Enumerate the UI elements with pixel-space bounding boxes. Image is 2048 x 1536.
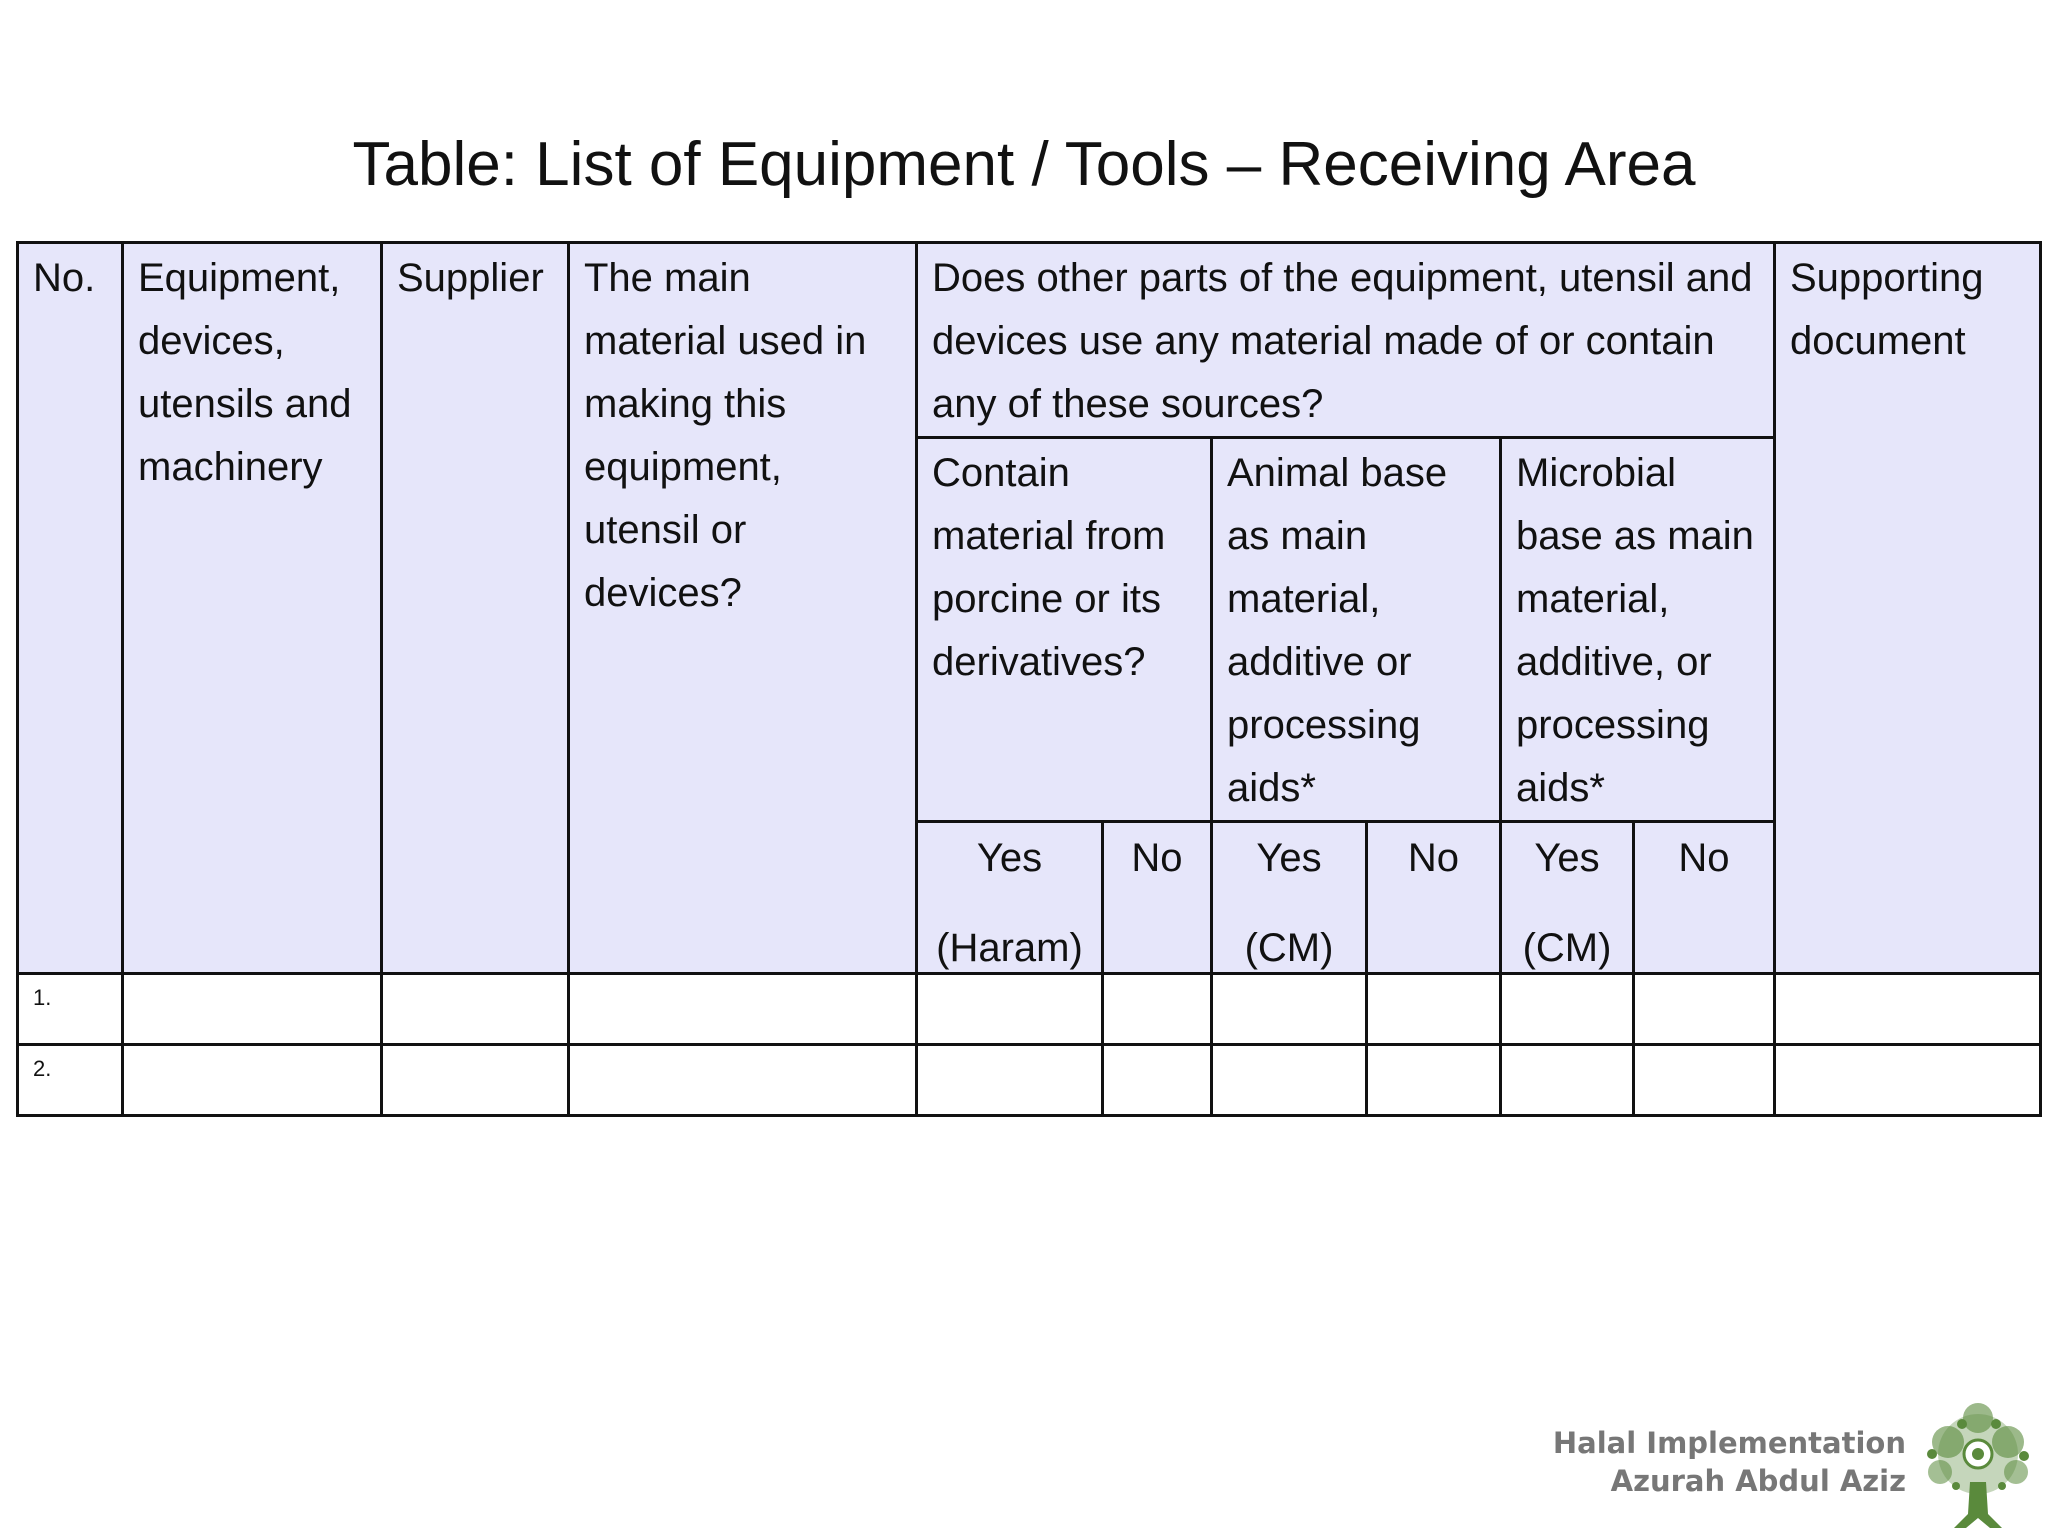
header-porcine-no: No	[1103, 822, 1212, 974]
animal-no-cell[interactable]	[1367, 1045, 1501, 1116]
animal-yes-cell[interactable]	[1212, 974, 1367, 1045]
equipment-table	[16, 241, 2042, 1117]
header-supplier: Supplier	[382, 243, 569, 974]
brand-line-2: Azurah Abdul Aziz	[1610, 1464, 1906, 1498]
header-animal: Animal base as main material, additive or processing aids*	[1212, 438, 1501, 822]
supporting-document-cell[interactable]	[1775, 974, 2041, 1045]
header-microbial-no: No	[1634, 822, 1775, 974]
porcine-no-cell[interactable]	[1103, 1045, 1212, 1116]
row-number-cell: 1.	[18, 974, 123, 1045]
header-porcine-yes: Yes (Haram)	[917, 822, 1103, 974]
table-row	[18, 974, 2041, 1045]
header-no: No.	[18, 243, 123, 974]
main-material-cell[interactable]	[569, 1045, 917, 1116]
header-question: Does other parts of the equipment, utensil and devices use any material made of or contain any of these sources?	[917, 243, 1775, 438]
header-animal-no: No	[1367, 822, 1501, 974]
animal-yes-cell[interactable]	[1212, 1045, 1367, 1116]
porcine-yes-cell[interactable]	[917, 1045, 1103, 1116]
supplier-cell[interactable]	[382, 974, 569, 1045]
porcine-yes-cell[interactable]	[917, 974, 1103, 1045]
equipment-cell[interactable]	[123, 1045, 382, 1116]
microbial-no-cell[interactable]	[1634, 974, 1775, 1045]
branding	[1552, 1394, 2046, 1534]
porcine-no-cell[interactable]	[1103, 974, 1212, 1045]
header-supporting-document: Supporting document	[1775, 243, 2041, 974]
brand-line-1: Halal Implementation	[1552, 1426, 1906, 1460]
page-title: Table: List of Equipment / Tools – Receiving Area	[352, 130, 1696, 199]
microbial-yes-cell[interactable]	[1501, 974, 1634, 1045]
row-number-cell: 2.	[18, 1045, 123, 1116]
animal-no-cell[interactable]	[1367, 974, 1501, 1045]
header-main-material: The main material used in making this equipment, utensil or devices?	[569, 243, 917, 974]
microbial-yes-cell[interactable]	[1501, 1045, 1634, 1116]
supplier-cell[interactable]	[382, 1045, 569, 1116]
header-porcine: Contain material from porcine or its derivatives?	[917, 438, 1212, 822]
header-equipment: Equipment, devices, utensils and machinery	[123, 243, 382, 974]
brand-text	[1553, 1424, 1906, 1500]
header-microbial: Microbial base as main material, additive, or processing aids*	[1501, 438, 1775, 822]
microbial-no-cell[interactable]	[1634, 1045, 1775, 1116]
header-animal-yes: Yes (CM)	[1212, 822, 1367, 974]
equipment-cell[interactable]	[123, 974, 382, 1045]
supporting-document-cell[interactable]	[1775, 1045, 2041, 1116]
table-row	[18, 1045, 2041, 1116]
header-microbial-yes: Yes (CM)	[1501, 822, 1634, 974]
main-material-cell[interactable]	[569, 974, 917, 1045]
halal-tree-logo-icon	[1910, 1394, 2046, 1534]
